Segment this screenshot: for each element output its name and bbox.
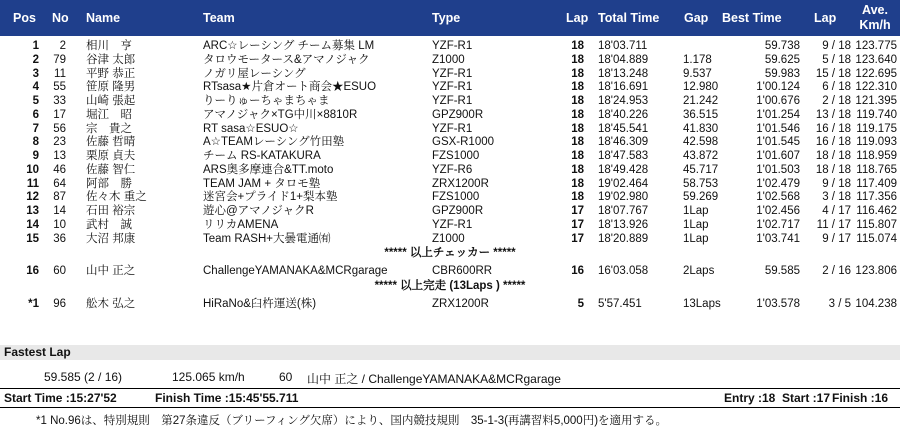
cell-lap: 17 [571, 205, 584, 217]
fastest-lap-time: 59.585 (2 / 16) [44, 370, 123, 384]
cell-ave: 117.356 [856, 191, 897, 204]
header-best-lap: Lap [814, 11, 837, 25]
cell-team: ARC☆レーシング チーム募集 LM [203, 40, 375, 52]
fastest-lap-rider-team: 山中 正之 / ChallengeYAMANAKA&MCRgarage [307, 372, 561, 386]
cell-ave: 117.409 [856, 177, 897, 190]
fastest-lap-bar [0, 345, 900, 360]
cell-type: ZRX1200R [432, 177, 489, 190]
cell-gap: 2Laps [683, 265, 715, 278]
cell-best: 1'01.546 [756, 122, 800, 135]
cell-best: 1'00.124 [756, 81, 800, 94]
cell-type: YZF-R1 [432, 122, 473, 135]
cell-pos: 9 [32, 150, 39, 162]
cell-gap: 41.830 [683, 122, 719, 135]
cell-name: 平野 恭正 [86, 67, 136, 80]
cell-no: 11 [54, 67, 66, 80]
cell-ave: 119.093 [856, 136, 897, 149]
cell-best: 59.983 [764, 67, 800, 80]
header-total-time: Total Time [598, 11, 660, 25]
cell-gap: 59.269 [683, 191, 719, 204]
cell-team: ChallengeYAMANAKA&MCRgarage [203, 265, 388, 278]
cell-ave: 122.695 [855, 67, 897, 80]
cell-blap: 9 / 17 [822, 232, 851, 245]
cell-no: 33 [53, 95, 66, 107]
cell-name: 石田 裕宗 [86, 205, 136, 217]
cell-type: YZF-R6 [432, 163, 473, 176]
cell-best: 59.625 [764, 53, 800, 66]
cell-blap: 6 / 18 [822, 81, 851, 94]
result-row [0, 136, 900, 150]
cell-lap: 18 [571, 95, 584, 107]
cell-blap: 16 / 18 [815, 122, 851, 135]
cell-best: 1'01.607 [756, 150, 800, 162]
finish-banner: ***** 以上完走 (13Laps ) ***** [374, 280, 526, 292]
result-row [0, 191, 900, 205]
cell-gap: 9.537 [683, 67, 712, 80]
cell-team: 迷宮会+プライド1+梨本塾 [203, 191, 338, 204]
cell-type: YZF-R1 [432, 81, 473, 94]
entry-count: Entry :18 [724, 391, 776, 405]
cell-gap: 43.872 [683, 150, 719, 162]
cell-team: タロウモータース&アマノジャク [203, 53, 370, 66]
cell-no: 17 [53, 108, 66, 121]
cell-gap: 1Lap [683, 218, 709, 231]
cell-no: 36 [53, 232, 66, 245]
cell-team: ノガリ屋レーシング [203, 67, 306, 80]
cell-team: リリカAMENA [203, 218, 279, 231]
cell-team: RT sasa☆ESUO☆ [203, 122, 299, 135]
cell-blap: 18 / 18 [815, 150, 851, 162]
cell-blap: 2 / 16 [822, 265, 851, 278]
cell-name: 笹原 隆男 [86, 81, 136, 94]
header-no: No [52, 11, 69, 25]
result-row [0, 205, 900, 219]
cell-best: 1'02.479 [756, 177, 800, 190]
classified-rows [0, 40, 900, 246]
cell-pos: 12 [26, 191, 39, 204]
result-row [0, 81, 900, 95]
cell-name: 佐々木 重之 [86, 191, 147, 204]
cell-blap: 16 / 18 [815, 136, 851, 149]
cell-gap: 58.753 [683, 177, 719, 190]
cell-lap: 18 [571, 150, 584, 162]
cell-no: 14 [53, 205, 66, 217]
header-lap: Lap [566, 11, 589, 25]
cell-team: 遊心@アマノジャクR [203, 205, 314, 217]
cell-ave: 123.806 [855, 265, 897, 278]
cell-lap: 18 [571, 53, 584, 66]
cell-best: 1'03.741 [756, 232, 800, 245]
cell-lap: 17 [571, 218, 584, 231]
cell-lap: 18 [571, 191, 584, 204]
header-ave-line2: Km/h [859, 18, 891, 32]
cell-ave: 118.959 [856, 150, 897, 162]
cell-gap: 36.515 [683, 108, 719, 121]
cell-team: アマノジャク×TG中川×8810R [203, 108, 358, 121]
cell-gap: 42.598 [683, 136, 719, 149]
cell-type: Z1000 [432, 53, 465, 66]
result-row [0, 298, 900, 312]
cell-no: 2 [59, 40, 66, 52]
finish-time: Finish Time :15:45'55.711 [155, 391, 299, 405]
cell-ave: 104.238 [855, 298, 897, 310]
cell-gap: 1.178 [683, 53, 712, 66]
cell-best: 1'02.717 [756, 218, 800, 231]
fastest-lap-speed: 125.065 km/h [172, 370, 245, 384]
cell-team: チーム RS-KATAKURA [203, 150, 321, 162]
cell-total: 18'45.541 [598, 122, 649, 135]
cell-name: 武村 誠 [86, 218, 132, 231]
cell-ave: 115.074 [856, 232, 897, 245]
cell-total: 18'16.691 [598, 81, 649, 94]
cell-blap: 18 / 18 [815, 163, 851, 176]
results-table-header [0, 0, 900, 36]
cell-no: 13 [53, 150, 66, 162]
result-row [0, 95, 900, 109]
cell-no: 60 [53, 265, 66, 278]
cell-name: 谷津 太郎 [86, 53, 136, 66]
cell-blap: 4 / 17 [822, 205, 851, 217]
cell-blap: 3 / 5 [828, 298, 851, 310]
cell-team: A☆TEAMレーシング竹田塾 [203, 136, 345, 149]
cell-blap: 15 / 18 [815, 67, 851, 80]
cell-blap: 2 / 18 [822, 95, 851, 107]
cell-name: 舩木 弘之 [86, 298, 136, 310]
result-row [0, 219, 900, 233]
cell-best: 1'00.676 [756, 95, 800, 107]
cell-lap: 18 [571, 177, 584, 190]
cell-team: RTsasa★片倉オート商会★ESUO [203, 81, 377, 94]
cell-pos: 3 [32, 67, 39, 80]
cell-best: 1'02.456 [756, 205, 800, 217]
cell-total: 18'13.248 [598, 67, 649, 80]
cell-type: ZRX1200R [432, 298, 489, 310]
result-row [0, 109, 900, 123]
cell-name: 大沼 邦康 [86, 232, 136, 245]
cell-lap: 18 [571, 81, 584, 94]
cell-no: 23 [53, 136, 66, 149]
cell-gap: 12.980 [683, 81, 719, 94]
result-row [0, 68, 900, 82]
result-row [0, 123, 900, 137]
result-row [0, 265, 900, 279]
cell-no: 56 [53, 122, 66, 135]
cell-gap: 1Lap [683, 205, 709, 217]
cell-no: 87 [53, 191, 66, 204]
cell-team: TEAM JAM + タロモ塾 [203, 177, 321, 190]
cell-gap: 13Laps [683, 298, 721, 310]
cell-type: YZF-R1 [432, 67, 473, 80]
cell-ave: 122.310 [855, 81, 897, 94]
cell-lap: 18 [571, 136, 584, 149]
header-gap: Gap [684, 11, 709, 25]
cell-name: 宗 貴之 [86, 122, 132, 135]
cell-ave: 123.775 [855, 40, 897, 52]
cell-name: 佐藤 智仁 [86, 163, 136, 176]
cell-total: 18'47.583 [598, 150, 649, 162]
result-row [0, 164, 900, 178]
cell-type: FZS1000 [432, 191, 480, 204]
cell-ave: 121.395 [855, 95, 897, 107]
cell-type: Z1000 [432, 232, 465, 245]
cell-best: 59.585 [764, 265, 800, 278]
cell-best: 1'03.578 [756, 298, 800, 310]
cell-pos: 14 [26, 218, 39, 231]
cell-total: 18'24.953 [598, 95, 649, 107]
header-pos: Pos [13, 11, 36, 25]
cell-no: 55 [53, 81, 66, 94]
finish-count: Finish :16 [832, 391, 889, 405]
cell-no: 10 [53, 218, 66, 231]
cell-no: 79 [53, 53, 66, 66]
header-best-time: Best Time [722, 11, 782, 25]
header-ave [854, 3, 896, 33]
cell-lap: 18 [571, 40, 584, 52]
cell-no: 96 [53, 298, 66, 310]
cell-best: 1'01.545 [756, 136, 800, 149]
cell-total: 18'03.711 [598, 40, 648, 52]
cell-total: 18'04.889 [598, 53, 649, 66]
fastest-lap-no: 60 [279, 370, 293, 384]
cell-blap: 9 / 18 [822, 40, 851, 52]
result-row [0, 150, 900, 164]
cell-lap: 16 [571, 265, 584, 278]
results-table-body [0, 40, 900, 312]
cell-pos: 16 [26, 265, 39, 278]
cell-blap: 3 / 18 [822, 191, 851, 204]
cell-total: 18'07.767 [598, 205, 649, 217]
start-time: Start Time :15:27'52 [4, 391, 117, 405]
cell-team: ARS奥多摩連合&TT.moto [203, 163, 334, 176]
cell-name: 山崎 張起 [86, 95, 136, 107]
header-name: Name [86, 11, 121, 25]
cell-total: 19'02.980 [598, 191, 649, 204]
cell-best: 1'01.254 [756, 108, 800, 121]
cell-ave: 123.640 [855, 53, 897, 66]
cell-lap: 17 [571, 232, 584, 245]
cell-type: YZF-R1 [432, 218, 473, 231]
cell-type: GSX-R1000 [432, 136, 495, 149]
cell-total: 18'13.926 [598, 218, 649, 231]
cell-total: 16'03.058 [598, 265, 649, 278]
cell-pos: 15 [26, 232, 39, 245]
cell-no: 64 [53, 177, 66, 190]
cell-blap: 9 / 18 [822, 177, 851, 190]
cell-no: 46 [53, 163, 66, 176]
cell-type: GPZ900R [432, 108, 484, 121]
result-row [0, 40, 900, 54]
cell-lap: 18 [571, 108, 584, 121]
cell-pos: 4 [32, 81, 39, 94]
cell-name: 相川 亨 [86, 40, 132, 52]
cell-pos: 10 [26, 163, 39, 176]
cell-blap: 5 / 18 [822, 53, 851, 66]
cell-pos: 7 [32, 122, 39, 135]
cell-ave: 115.807 [856, 218, 897, 231]
fastest-lap-title: Fastest Lap [4, 345, 71, 359]
header-type: Type [432, 11, 461, 25]
cell-ave: 119.740 [856, 108, 897, 121]
cell-pos: *1 [28, 298, 39, 310]
cell-total: 19'02.464 [598, 177, 649, 190]
cell-total: 5'57.451 [598, 298, 642, 310]
header-team: Team [203, 11, 235, 25]
cell-pos: 8 [32, 136, 39, 149]
cell-blap: 11 / 17 [816, 218, 851, 231]
cell-total: 18'20.889 [598, 232, 649, 245]
cell-type: FZS1000 [432, 150, 480, 162]
cell-blap: 13 / 18 [815, 108, 851, 121]
header-ave-line1: Ave. [862, 3, 888, 17]
cell-type: GPZ900R [432, 205, 484, 217]
cell-type: YZF-R1 [432, 95, 473, 107]
cell-best: 1'01.503 [756, 163, 800, 176]
cell-gap: 45.717 [683, 163, 719, 176]
result-row [0, 233, 900, 247]
cell-team: りーりゅーちゃまちゃま [203, 95, 330, 107]
cell-pos: 6 [32, 108, 39, 121]
cell-pos: 13 [26, 205, 39, 217]
cell-pos: 1 [32, 40, 39, 52]
checker-banner: ***** 以上チェッカー ***** [384, 247, 516, 260]
cell-total: 18'49.428 [598, 163, 649, 176]
cell-name: 佐藤 哲晴 [86, 136, 136, 149]
penalty-note: *1 No.96は、特別規則 第27条違反（ブリーフィング欠席）により、国内競技規則 35-1-3(再講習料5,000円)を適用する。 [36, 415, 668, 427]
cell-total: 18'40.226 [598, 108, 649, 121]
cell-team: HiRaNo&臼杵運送(株) [203, 298, 317, 310]
cell-pos: 2 [32, 53, 39, 66]
cell-lap: 5 [577, 298, 584, 310]
result-row [0, 54, 900, 68]
cell-ave: 119.175 [856, 122, 897, 135]
cell-total: 18'46.309 [598, 136, 649, 149]
cell-ave: 118.765 [856, 163, 897, 176]
cell-best: 1'02.568 [756, 191, 800, 204]
cell-team: Team RASH+大曇電通㈲ [203, 232, 331, 245]
cell-gap: 1Lap [683, 232, 709, 245]
unfinished-rows [0, 265, 900, 279]
result-row [0, 178, 900, 192]
cell-lap: 18 [571, 122, 584, 135]
excluded-rows [0, 298, 900, 312]
cell-gap: 21.242 [683, 95, 719, 107]
cell-name: 堀江 昭 [86, 108, 132, 121]
start-count: Start :17 [782, 391, 831, 405]
cell-ave: 116.462 [856, 205, 897, 217]
cell-name: 山中 正之 [86, 265, 136, 278]
cell-type: YZF-R1 [432, 40, 473, 52]
cell-type: CBR600RR [432, 265, 493, 278]
race-summary-bar [0, 391, 900, 406]
cell-pos: 5 [32, 95, 39, 107]
cell-pos: 11 [26, 177, 39, 190]
cell-lap: 18 [571, 67, 584, 80]
cell-best: 59.738 [764, 40, 800, 52]
cell-name: 栗原 貞夫 [86, 150, 136, 162]
cell-name: 阿部 勝 [86, 177, 132, 190]
cell-lap: 18 [571, 163, 584, 176]
